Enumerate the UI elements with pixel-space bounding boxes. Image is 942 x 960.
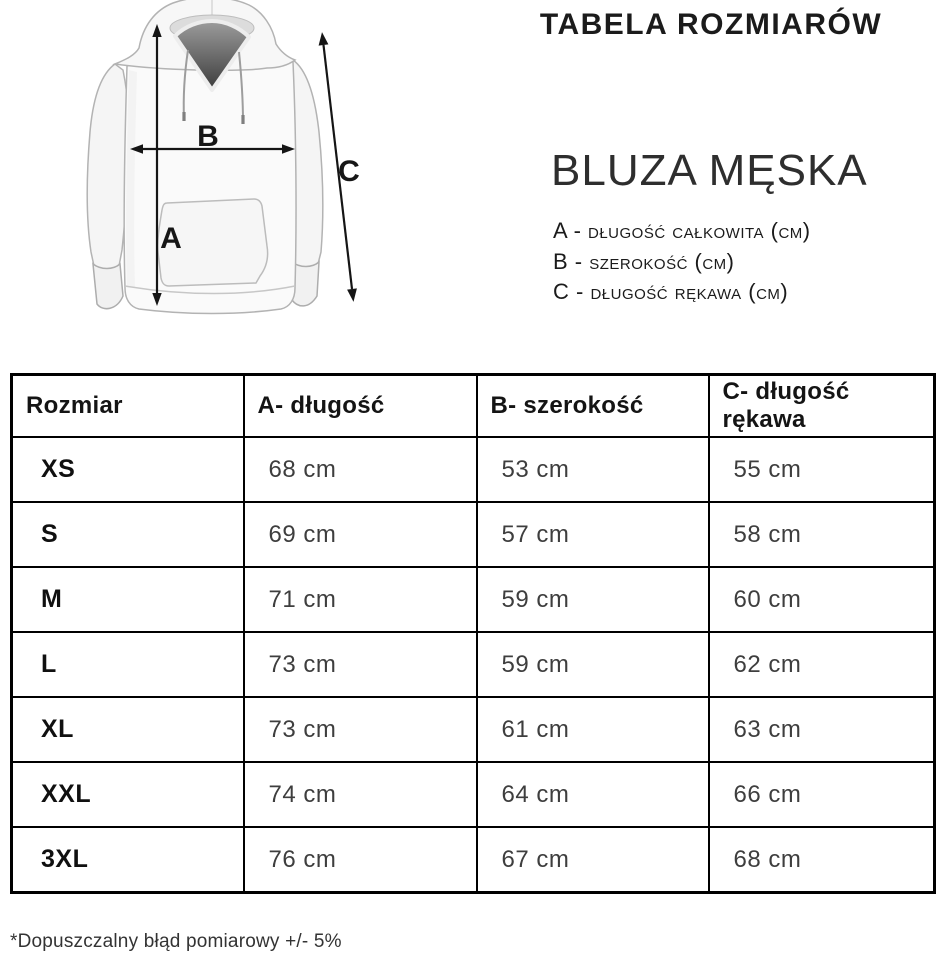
size-cell: L — [12, 632, 244, 697]
hoodie-left-cuff — [93, 264, 123, 309]
value-cell: 69 cm — [244, 502, 477, 567]
value-cell: 71 cm — [244, 567, 477, 632]
value-cell: 66 cm — [709, 762, 935, 827]
dim-label-c: C — [338, 155, 360, 188]
size-cell: 3XL — [12, 827, 244, 893]
page-title: TABELA ROZMIARÓW — [539, 8, 883, 41]
value-cell: 68 cm — [244, 437, 477, 502]
size-cell: S — [12, 502, 244, 567]
value-cell: 73 cm — [244, 632, 477, 697]
dim-c-arrowhead-top — [319, 32, 329, 46]
value-cell: 64 cm — [477, 762, 709, 827]
col-header-width: B- szerokość — [477, 375, 709, 438]
col-header-sleeve: C- długość rękawa — [709, 375, 935, 438]
table-row-s — [12, 502, 935, 567]
value-cell: 62 cm — [709, 632, 935, 697]
size-cell: XL — [12, 697, 244, 762]
value-cell: 59 cm — [477, 632, 709, 697]
value-cell: 67 cm — [477, 827, 709, 893]
table-row-xxl — [12, 762, 935, 827]
value-cell: 68 cm — [709, 827, 935, 893]
table-row-xs — [12, 437, 935, 502]
product-name: BLUZA MĘSKA — [551, 146, 868, 195]
dim-c-arrowhead-bottom — [347, 288, 357, 302]
value-cell: 53 cm — [477, 437, 709, 502]
value-cell: 60 cm — [709, 567, 935, 632]
table-row-xl — [12, 697, 935, 762]
col-header-length: A- długość — [244, 375, 477, 438]
size-cell: XS — [12, 437, 244, 502]
table-row-m — [12, 567, 935, 632]
measurement-legend — [553, 216, 811, 308]
value-cell: 58 cm — [709, 502, 935, 567]
legend-line-b: B - szerokość (cm) — [553, 248, 735, 274]
value-cell: 57 cm — [477, 502, 709, 567]
value-cell: 63 cm — [709, 697, 935, 762]
value-cell: 55 cm — [709, 437, 935, 502]
value-cell: 73 cm — [244, 697, 477, 762]
table-header-row — [12, 375, 935, 438]
value-cell: 61 cm — [477, 697, 709, 762]
size-cell: XXL — [12, 762, 244, 827]
dim-label-a: A — [160, 222, 182, 255]
size-cell: M — [12, 567, 244, 632]
measurement-tolerance-note: *Dopuszczalny błąd pomiarowy +/- 5% — [10, 931, 342, 952]
size-table — [10, 373, 936, 894]
legend-line-a: A - długość całkowita (cm) — [553, 218, 811, 243]
hoodie-diagram — [55, 0, 385, 325]
legend-line-c: C - długość rękawa (cm) — [553, 279, 789, 304]
table-row-l — [12, 632, 935, 697]
dim-label-b: B — [197, 120, 219, 153]
value-cell: 59 cm — [477, 567, 709, 632]
table-row-3xl — [12, 827, 935, 893]
hoodie-left-sleeve — [87, 64, 129, 270]
col-header-size: Rozmiar — [12, 375, 244, 438]
value-cell: 76 cm — [244, 827, 477, 893]
value-cell: 74 cm — [244, 762, 477, 827]
